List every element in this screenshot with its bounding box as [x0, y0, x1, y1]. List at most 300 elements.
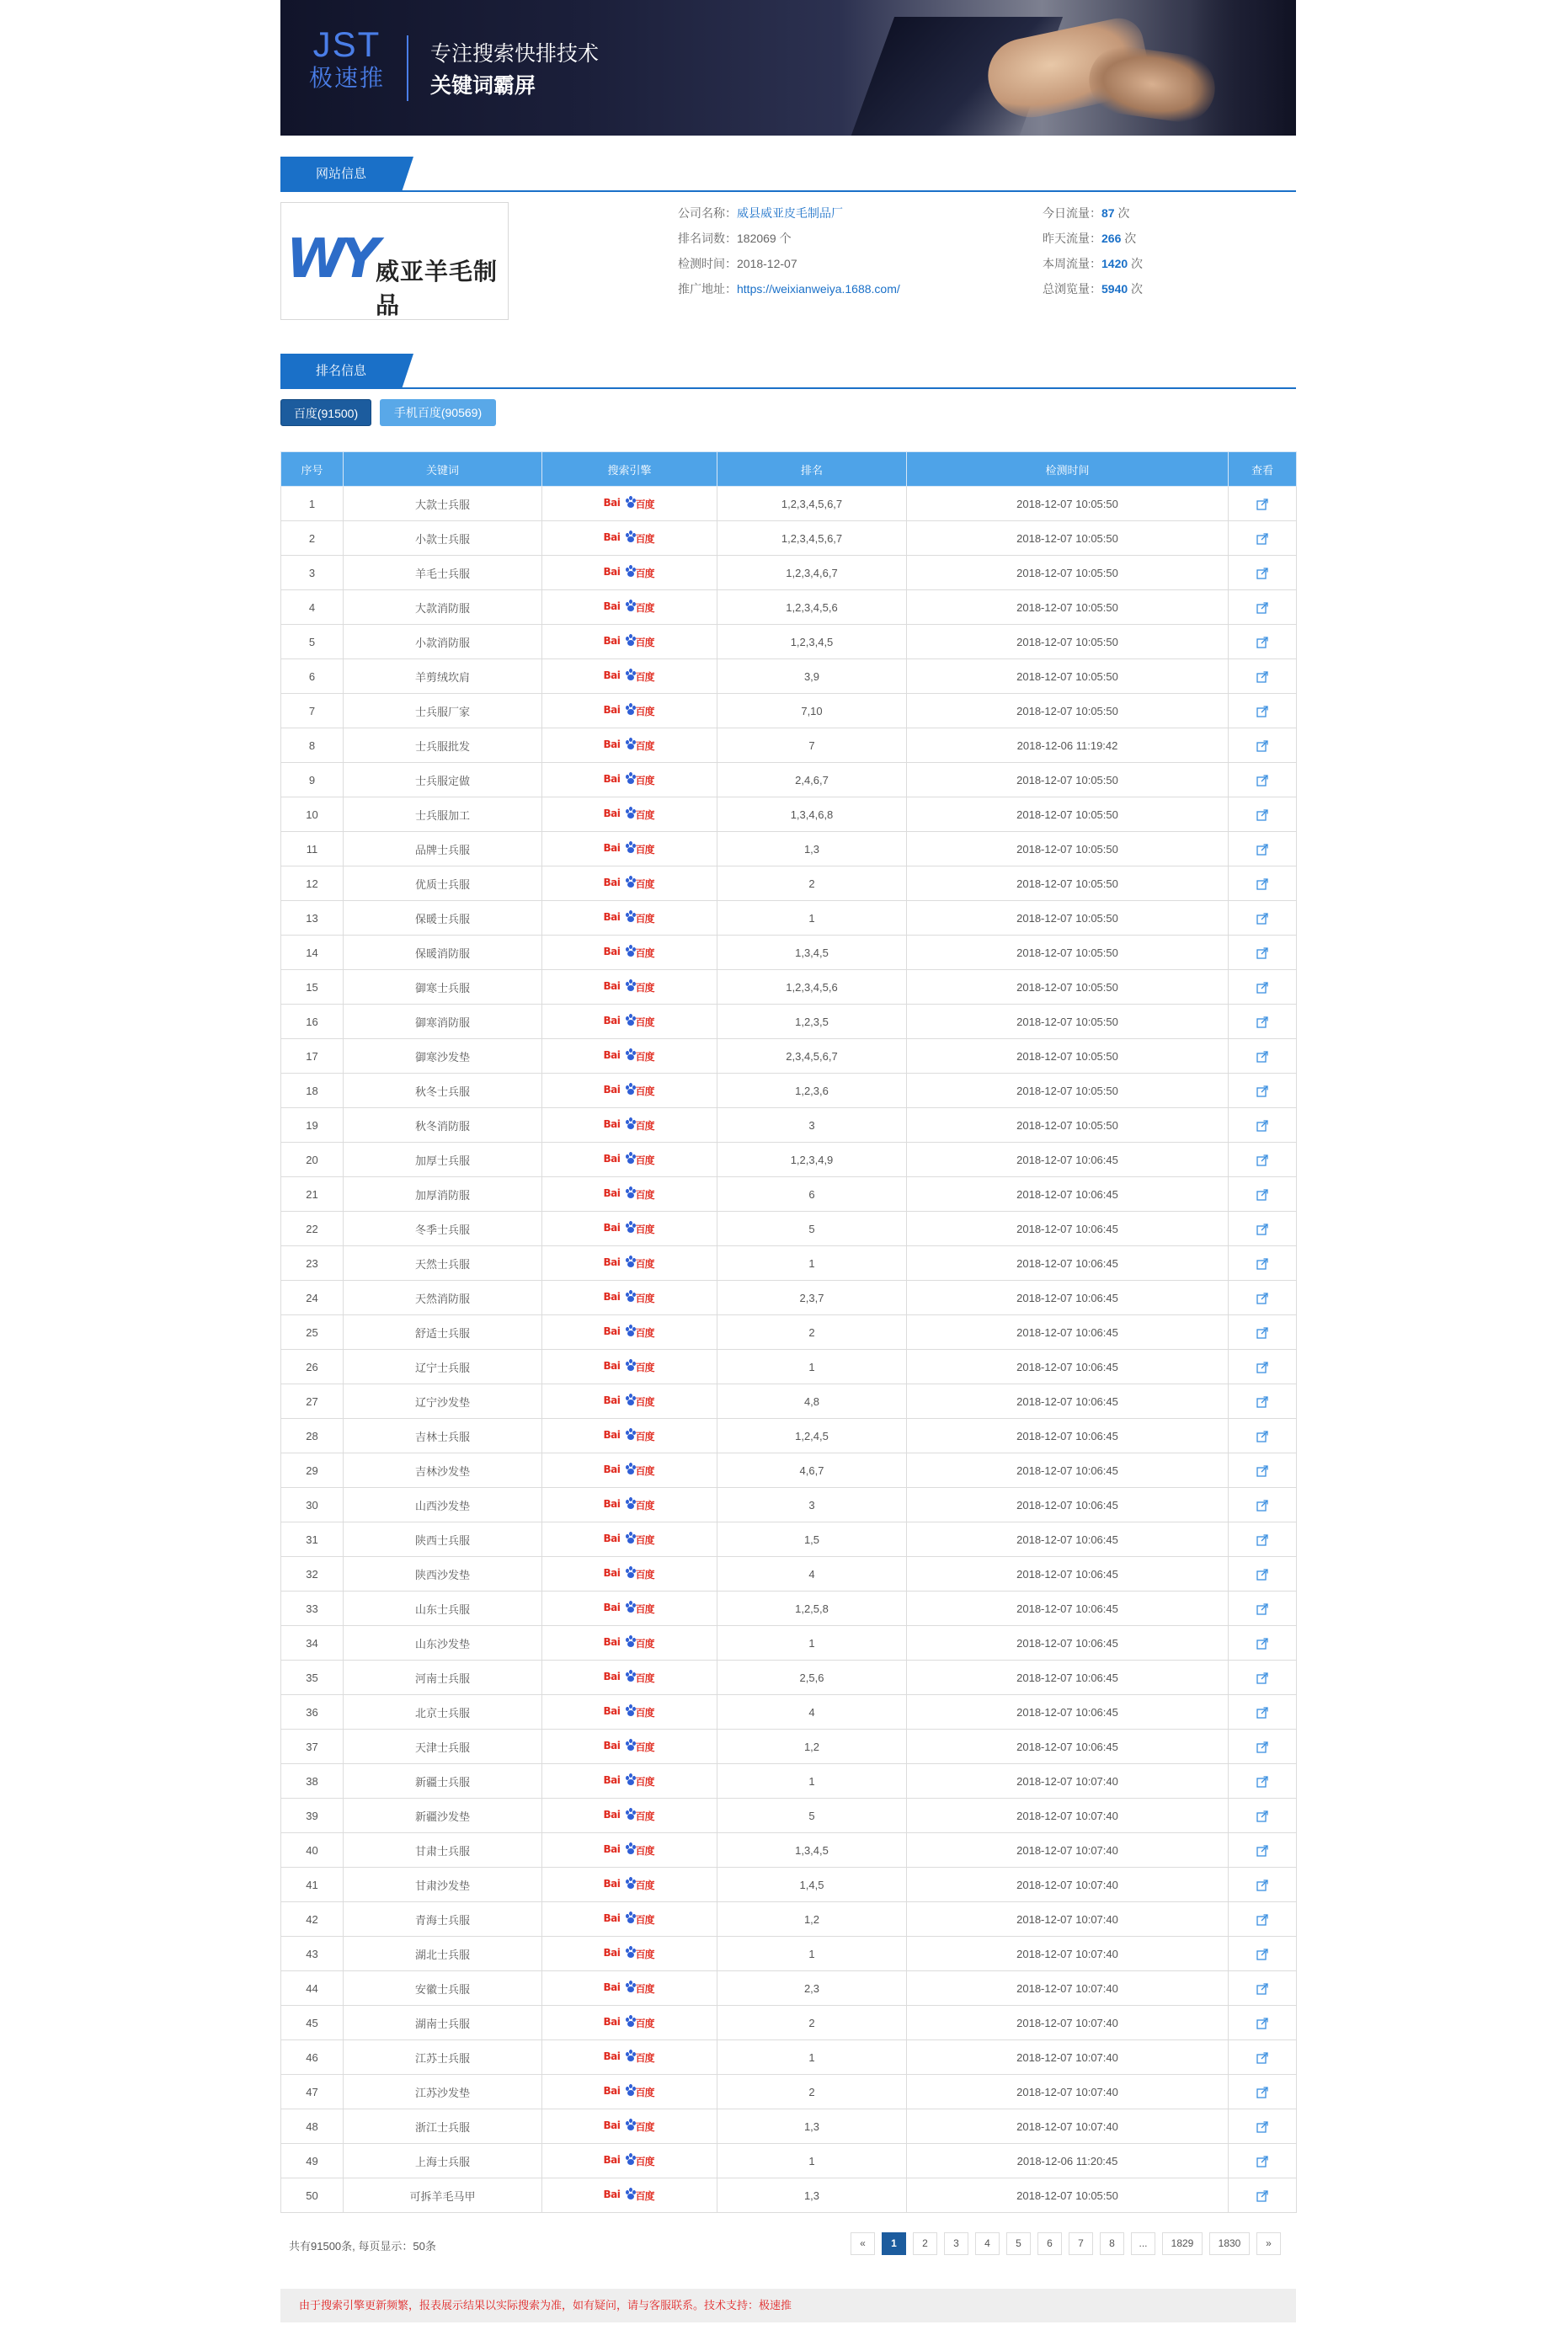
external-link-icon[interactable] [1256, 2190, 1268, 2202]
row-keyword: 可拆羊毛马甲 [344, 2178, 542, 2213]
row-view [1229, 1799, 1297, 1833]
row-rank: 3 [717, 1488, 907, 1522]
baidu-logo-icon [604, 2152, 656, 2169]
row-no: 3 [281, 556, 344, 590]
row-check-time: 2018-12-07 10:05:50 [907, 625, 1229, 659]
external-link-icon[interactable] [1256, 982, 1268, 994]
external-link-icon[interactable] [1256, 1431, 1268, 1442]
baidu-paw-icon [626, 945, 636, 957]
table-row [281, 1350, 1297, 1384]
row-rank: 2,3,7 [717, 1281, 907, 1315]
row-rank: 1,2,3,4,9 [717, 1143, 907, 1177]
external-link-icon[interactable] [1256, 1845, 1268, 1857]
row-no: 35 [281, 1661, 344, 1695]
external-link-icon[interactable] [1256, 602, 1268, 614]
row-keyword: 士兵服批发 [344, 728, 542, 763]
external-link-icon[interactable] [1256, 706, 1268, 717]
baidu-paw-icon [626, 910, 636, 922]
external-link-icon[interactable] [1256, 740, 1268, 752]
external-link-icon[interactable] [1256, 1879, 1268, 1891]
row-keyword: 江苏士兵服 [344, 2040, 542, 2075]
baidu-logo-text-right: 百度 [635, 499, 654, 510]
row-view [1229, 797, 1297, 832]
row-engine [542, 694, 717, 728]
col-header-engine: 搜索引擎 [542, 452, 717, 487]
external-link-icon[interactable] [1256, 1638, 1268, 1650]
disclaimer-notice: 由于搜索引擎更新频繁，报表展示结果以实际搜索为准，如有疑问，请与客服联系。技术支持：极速推 [280, 2289, 1296, 2322]
page-button-6[interactable]: 6 [1037, 2232, 1062, 2255]
row-check-time: 2018-12-06 11:19:42 [907, 728, 1229, 763]
table-row [281, 1764, 1297, 1799]
external-link-icon[interactable] [1256, 1051, 1268, 1063]
row-no: 12 [281, 866, 344, 901]
external-link-icon[interactable] [1256, 1016, 1268, 1028]
row-no: 27 [281, 1384, 344, 1419]
baidu-logo-text-left: Bai [603, 2050, 621, 2062]
baidu-paw-icon [626, 600, 636, 611]
baidu-logo-text-left: Bai [603, 2016, 621, 2028]
baidu-logo-text-right: 百度 [635, 2087, 654, 2098]
external-link-icon[interactable] [1256, 2018, 1268, 2029]
table-row [281, 1730, 1297, 1764]
row-rank: 1,2,3,4,5,6,7 [717, 487, 907, 521]
jst-logo[interactable] [309, 25, 385, 93]
table-row [281, 2178, 1297, 2213]
baidu-logo-text-right: 百度 [635, 1741, 654, 1753]
row-engine [542, 2109, 717, 2144]
page-button-8[interactable]: 8 [1100, 2232, 1124, 2255]
external-link-icon[interactable] [1256, 844, 1268, 856]
row-check-time: 2018-12-07 10:07:40 [907, 1902, 1229, 1937]
external-link-icon[interactable] [1256, 568, 1268, 579]
baidu-logo-text-left: Bai [603, 1533, 621, 1544]
row-view [1229, 1833, 1297, 1868]
baidu-logo-text-left: Bai [603, 1291, 621, 1303]
table-row [281, 728, 1297, 763]
baidu-logo-text-right: 百度 [635, 1845, 654, 1857]
baidu-paw-icon [626, 1117, 636, 1129]
baidu-logo-icon [604, 2187, 656, 2204]
row-rank: 2,5,6 [717, 1661, 907, 1695]
baidu-paw-icon [626, 1566, 636, 1578]
external-link-icon[interactable] [1256, 1569, 1268, 1581]
external-link-icon[interactable] [1256, 1603, 1268, 1615]
table-row [281, 590, 1297, 625]
row-engine [542, 1937, 717, 1971]
external-link-icon[interactable] [1256, 1224, 1268, 1235]
row-no: 43 [281, 1937, 344, 1971]
row-check-time: 2018-12-07 10:06:45 [907, 1384, 1229, 1419]
baidu-paw-icon [626, 1256, 636, 1267]
row-view [1229, 866, 1297, 901]
row-view [1229, 1764, 1297, 1799]
keywords-label: 排名词数： [678, 232, 737, 245]
external-link-icon[interactable] [1256, 1810, 1268, 1822]
external-link-icon[interactable] [1256, 637, 1268, 648]
row-rank: 6 [717, 1177, 907, 1212]
table-row [281, 1868, 1297, 1902]
row-keyword: 天津士兵服 [344, 1730, 542, 1764]
row-engine [542, 1350, 717, 1384]
row-engine [542, 521, 717, 556]
row-keyword: 安徽士兵服 [344, 1971, 542, 2006]
row-rank: 1,3,4,5 [717, 1833, 907, 1868]
row-check-time: 2018-12-07 10:06:45 [907, 1730, 1229, 1764]
baidu-logo-text-right: 百度 [635, 1500, 654, 1512]
check-time-row [678, 251, 900, 276]
page-button-1830[interactable]: 1830 [1209, 2232, 1250, 2255]
row-engine [542, 1833, 717, 1868]
row-no: 4 [281, 590, 344, 625]
row-engine [542, 1315, 717, 1350]
row-engine [542, 1419, 717, 1453]
company-logo [280, 202, 509, 320]
company-row [678, 200, 900, 226]
row-check-time: 2018-12-07 10:06:45 [907, 1177, 1229, 1212]
row-keyword: 山东沙发垫 [344, 1626, 542, 1661]
external-link-icon[interactable] [1256, 1672, 1268, 1684]
col-header-view: 查看 [1229, 452, 1297, 487]
baidu-logo-icon [604, 1842, 656, 1858]
row-engine [542, 487, 717, 521]
external-link-icon[interactable] [1256, 1327, 1268, 1339]
baidu-logo-text-left: Bai [603, 2119, 621, 2131]
external-link-icon[interactable] [1256, 671, 1268, 683]
baidu-paw-icon [626, 1463, 636, 1474]
baidu-logo-text-right: 百度 [635, 1258, 654, 1270]
check-time-value: 2018-12-07 [737, 257, 797, 270]
row-keyword: 青海士兵服 [344, 1902, 542, 1937]
baidu-logo-text-right: 百度 [635, 1154, 654, 1166]
rank-info-header [280, 354, 1296, 389]
baidu-logo-text-left: Bai [603, 946, 621, 957]
row-rank: 2 [717, 866, 907, 901]
row-keyword: 士兵服定做 [344, 763, 542, 797]
row-no: 31 [281, 1522, 344, 1557]
baidu-logo-icon [604, 909, 656, 926]
page-button-2[interactable]: 2 [913, 2232, 937, 2255]
row-keyword: 甘肃士兵服 [344, 1833, 542, 1868]
baidu-logo-text-left: Bai [603, 2085, 621, 2097]
baidu-logo-text-left: Bai [603, 738, 621, 750]
page-button-5[interactable]: 5 [1006, 2232, 1031, 2255]
baidu-paw-icon [626, 2153, 636, 2165]
row-no: 39 [281, 1799, 344, 1833]
external-link-icon[interactable] [1256, 1776, 1268, 1788]
external-link-icon[interactable] [1256, 2052, 1268, 2064]
row-engine [542, 2075, 717, 2109]
row-view [1229, 1350, 1297, 1384]
external-link-icon[interactable] [1256, 913, 1268, 925]
baidu-logo-text-left: Bai [603, 842, 621, 854]
row-keyword: 优质士兵服 [344, 866, 542, 901]
baidu-logo-text-right: 百度 [635, 1707, 654, 1719]
baidu-logo-text-right: 百度 [635, 2121, 654, 2133]
row-rank: 4,8 [717, 1384, 907, 1419]
baidu-logo-text-right: 百度 [635, 1120, 654, 1132]
baidu-paw-icon [626, 1014, 636, 1026]
row-no: 49 [281, 2144, 344, 2178]
baidu-paw-icon [626, 1946, 636, 1958]
baidu-paw-icon [626, 1290, 636, 1302]
table-row [281, 487, 1297, 521]
row-rank: 3,9 [717, 659, 907, 694]
baidu-logo-text-left: Bai [603, 635, 621, 647]
baidu-logo-text-left: Bai [603, 600, 621, 612]
row-check-time: 2018-12-07 10:05:50 [907, 832, 1229, 866]
row-keyword: 保暖士兵服 [344, 901, 542, 936]
baidu-paw-icon [626, 1704, 636, 1716]
row-check-time: 2018-12-07 10:05:50 [907, 521, 1229, 556]
row-view [1229, 1695, 1297, 1730]
row-engine [542, 2006, 717, 2040]
baidu-logo-text-left: Bai [603, 2154, 621, 2166]
baidu-logo-icon [604, 1082, 656, 1099]
baidu-logo-icon [604, 1255, 656, 1272]
row-check-time: 2018-12-07 10:05:50 [907, 694, 1229, 728]
baidu-logo-text-right: 百度 [635, 1016, 654, 1028]
external-link-icon[interactable] [1256, 947, 1268, 959]
baidu-logo-text-right: 百度 [635, 1431, 654, 1442]
table-row [281, 521, 1297, 556]
row-engine [542, 1971, 717, 2006]
external-link-icon[interactable] [1256, 1154, 1268, 1166]
external-link-icon[interactable] [1256, 1707, 1268, 1719]
table-row [281, 556, 1297, 590]
rank-info-tab: 排名信息 [280, 354, 402, 389]
baidu-logo-icon [604, 1324, 656, 1341]
external-link-icon[interactable] [1256, 1362, 1268, 1373]
row-view [1229, 936, 1297, 970]
baidu-paw-icon [626, 1083, 636, 1095]
row-no: 11 [281, 832, 344, 866]
external-link-icon[interactable] [1256, 809, 1268, 821]
row-engine [542, 2040, 717, 2075]
traffic-today-label: 今日流量： [1043, 206, 1101, 220]
external-link-icon[interactable] [1256, 2156, 1268, 2167]
baidu-logo-text-left: Bai [603, 1325, 621, 1337]
traffic-week-row [1043, 251, 1143, 276]
page-button-4[interactable]: 4 [975, 2232, 1000, 2255]
baidu-logo-icon [604, 1807, 656, 1824]
row-no: 19 [281, 1108, 344, 1143]
mobile-baidu-engine-button[interactable]: 手机百度(90569) [380, 399, 496, 426]
row-rank: 2,3 [717, 1971, 907, 2006]
row-check-time: 2018-12-07 10:06:45 [907, 1557, 1229, 1592]
row-no: 16 [281, 1005, 344, 1039]
baidu-logo-text-left: Bai [603, 1118, 621, 1130]
external-link-icon[interactable] [1256, 2121, 1268, 2133]
baidu-paw-icon [626, 2084, 636, 2096]
baidu-logo-icon [604, 2014, 656, 2031]
row-no: 21 [281, 1177, 344, 1212]
row-rank: 7 [717, 728, 907, 763]
baidu-paw-icon [626, 1670, 636, 1682]
traffic-today-row [1043, 200, 1143, 226]
baidu-logo-icon [604, 1117, 656, 1133]
row-rank: 1,2,3,6 [717, 1074, 907, 1108]
row-check-time: 2018-12-07 10:06:45 [907, 1212, 1229, 1246]
external-link-icon[interactable] [1256, 2087, 1268, 2098]
baidu-logo-text-right: 百度 [635, 844, 654, 856]
traffic-week-unit: 次 [1128, 257, 1144, 270]
row-check-time: 2018-12-07 10:07:40 [907, 1833, 1229, 1868]
external-link-icon[interactable] [1256, 1258, 1268, 1270]
prev-page-button[interactable]: « [851, 2232, 875, 2255]
baidu-logo-text-right: 百度 [635, 2190, 654, 2202]
external-link-icon[interactable] [1256, 533, 1268, 545]
baidu-logo-icon [604, 1496, 656, 1513]
external-link-icon[interactable] [1256, 1741, 1268, 1753]
row-no: 34 [281, 1626, 344, 1661]
baidu-logo-text-left: Bai [603, 1464, 621, 1475]
row-no: 40 [281, 1833, 344, 1868]
table-row [281, 1971, 1297, 2006]
external-link-icon[interactable] [1256, 878, 1268, 890]
table-row [281, 1592, 1297, 1626]
row-engine [542, 1488, 717, 1522]
page-button-3[interactable]: 3 [944, 2232, 968, 2255]
row-check-time: 2018-12-07 10:07:40 [907, 1764, 1229, 1799]
baidu-engine-button[interactable]: 百度(91500) [280, 399, 371, 426]
site-info-tab: 网站信息 [280, 157, 402, 192]
row-no: 14 [281, 936, 344, 970]
baidu-paw-icon [626, 1048, 636, 1060]
next-page-button[interactable]: » [1256, 2232, 1281, 2255]
row-engine [542, 1868, 717, 1902]
row-keyword: 天然消防服 [344, 1281, 542, 1315]
row-rank: 1,2,3,4,5,6 [717, 590, 907, 625]
table-row [281, 832, 1297, 866]
check-time-label: 检测时间： [678, 257, 737, 270]
baidu-logo-icon [604, 495, 656, 512]
page-button-7[interactable]: 7 [1069, 2232, 1093, 2255]
row-engine [542, 590, 717, 625]
baidu-logo-text-right: 百度 [635, 878, 654, 890]
row-rank: 4 [717, 1557, 907, 1592]
row-check-time: 2018-12-07 10:05:50 [907, 763, 1229, 797]
baidu-logo-text-right: 百度 [635, 671, 654, 683]
row-no: 9 [281, 763, 344, 797]
row-rank: 2,4,6,7 [717, 763, 907, 797]
row-check-time: 2018-12-07 10:05:50 [907, 1005, 1229, 1039]
baidu-logo-icon [604, 737, 656, 754]
promo-url-link[interactable]: https://weixianweiya.1688.com/ [737, 282, 900, 296]
baidu-logo-icon [604, 702, 656, 719]
external-link-icon[interactable] [1256, 775, 1268, 786]
row-check-time: 2018-12-07 10:06:45 [907, 1695, 1229, 1730]
row-keyword: 吉林士兵服 [344, 1419, 542, 1453]
row-no: 32 [281, 1557, 344, 1592]
row-check-time: 2018-12-07 10:06:45 [907, 1453, 1229, 1488]
external-link-icon[interactable] [1256, 1983, 1268, 1995]
row-check-time: 2018-12-07 10:06:45 [907, 1350, 1229, 1384]
row-keyword: 天然士兵服 [344, 1246, 542, 1281]
row-engine [542, 901, 717, 936]
row-rank: 1,2,5,8 [717, 1592, 907, 1626]
baidu-logo-icon [604, 1704, 656, 1720]
row-keyword: 舒适士兵服 [344, 1315, 542, 1350]
baidu-logo-icon [604, 2083, 656, 2100]
baidu-logo-text-left: Bai [603, 497, 621, 509]
baidu-paw-icon [626, 1981, 636, 1992]
row-keyword: 御寒消防服 [344, 1005, 542, 1039]
external-link-icon[interactable] [1256, 1085, 1268, 1097]
page-button-1829[interactable]: 1829 [1162, 2232, 1203, 2255]
table-row [281, 1315, 1297, 1350]
row-keyword: 辽宁沙发垫 [344, 1384, 542, 1419]
row-view [1229, 1488, 1297, 1522]
table-header-row [281, 452, 1297, 487]
row-no: 15 [281, 970, 344, 1005]
row-check-time: 2018-12-06 11:20:45 [907, 2144, 1229, 2178]
baidu-logo-text-left: Bai [603, 877, 621, 888]
keywords-row [678, 226, 900, 251]
external-link-icon[interactable] [1256, 499, 1268, 510]
row-rank: 1 [717, 1246, 907, 1281]
external-link-icon[interactable] [1256, 1534, 1268, 1546]
page-button-1[interactable]: 1 [882, 2232, 906, 2255]
row-check-time: 2018-12-07 10:05:50 [907, 1074, 1229, 1108]
row-view [1229, 1868, 1297, 1902]
row-check-time: 2018-12-07 10:06:45 [907, 1592, 1229, 1626]
row-view [1229, 763, 1297, 797]
row-keyword: 士兵服厂家 [344, 694, 542, 728]
external-link-icon[interactable] [1256, 1293, 1268, 1304]
external-link-icon[interactable] [1256, 1120, 1268, 1132]
baidu-logo-text-left: Bai [603, 1981, 621, 1993]
external-link-icon[interactable] [1256, 1189, 1268, 1201]
baidu-logo-icon [604, 668, 656, 685]
row-view [1229, 1592, 1297, 1626]
baidu-paw-icon [626, 531, 636, 542]
traffic-list [1043, 200, 1143, 301]
row-check-time: 2018-12-07 10:06:45 [907, 1143, 1229, 1177]
row-rank: 1,3 [717, 832, 907, 866]
row-engine [542, 1730, 717, 1764]
company-name-link[interactable]: 威县威亚皮毛制品厂 [737, 206, 843, 220]
baidu-paw-icon [626, 1186, 636, 1198]
row-no: 18 [281, 1074, 344, 1108]
baidu-logo-text-left: Bai [603, 773, 621, 785]
baidu-logo-icon [604, 2049, 656, 2066]
row-no: 17 [281, 1039, 344, 1074]
row-check-time: 2018-12-07 10:05:50 [907, 1108, 1229, 1143]
row-view [1229, 1108, 1297, 1143]
row-rank: 2 [717, 2075, 907, 2109]
baidu-logo-text-right: 百度 [635, 568, 654, 579]
baidu-logo-text-left: Bai [603, 808, 621, 819]
row-check-time: 2018-12-07 10:05:50 [907, 659, 1229, 694]
table-row [281, 1488, 1297, 1522]
baidu-logo-text-left: Bai [603, 1740, 621, 1751]
baidu-logo-icon [604, 1289, 656, 1306]
row-engine [542, 1212, 717, 1246]
external-link-icon[interactable] [1256, 1465, 1268, 1477]
baidu-logo-text-right: 百度 [635, 775, 654, 786]
row-check-time: 2018-12-07 10:05:50 [907, 487, 1229, 521]
row-keyword: 秋冬士兵服 [344, 1074, 542, 1108]
external-link-icon[interactable] [1256, 1914, 1268, 1926]
baidu-logo-icon [604, 771, 656, 788]
row-view [1229, 659, 1297, 694]
external-link-icon[interactable] [1256, 1949, 1268, 1960]
table-row [281, 1833, 1297, 1868]
external-link-icon[interactable] [1256, 1500, 1268, 1512]
row-engine [542, 1522, 717, 1557]
external-link-icon[interactable] [1256, 1396, 1268, 1408]
row-rank: 1 [717, 2144, 907, 2178]
